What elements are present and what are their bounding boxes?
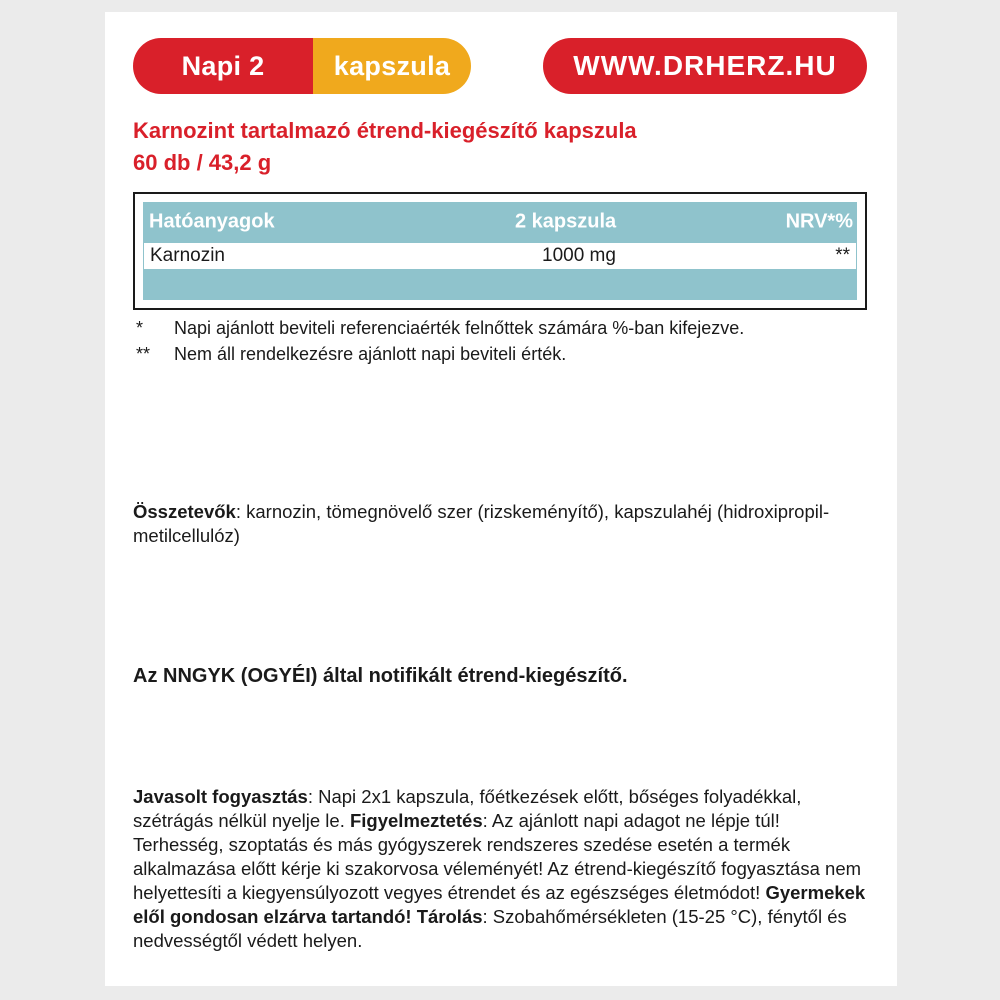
column-header-nrv: NRV*%	[785, 210, 853, 233]
product-quantity: 60 db / 43,2 g	[133, 150, 272, 175]
daily-dose-unit: kapszula	[313, 38, 471, 94]
column-header-amount: 2 kapszula	[515, 210, 617, 233]
ingredient-nrv: **	[835, 245, 850, 266]
table-header	[143, 202, 857, 242]
table-row	[143, 242, 857, 270]
footnote-text: Nem áll rendelkezésre ajánlott napi beviteli érték.	[174, 344, 567, 364]
product-title: Karnozint tartalmazó étrend-kiegészítő kapszula	[133, 118, 637, 143]
notification-notice: Az NNGYK (OGYÉI) által notifikált étrend-kiegészítő.	[133, 665, 628, 687]
storage-text: : Szobahőmérsékleten (15-25 °C), fénytől és nedvességtől védett helyen.	[133, 906, 847, 951]
ingredient-amount: 1000 mg	[542, 245, 616, 266]
ingredients-paragraph	[133, 500, 873, 548]
footnote-text: Napi ajánlott beviteli referenciaérték felnőttek számára %-ban kifejezve.	[174, 318, 745, 338]
footnote-mark: **	[136, 344, 151, 364]
usage-text: : Napi 2x1 kapszula, főétkezések előtt, bőséges folyadékkal, szétrágás nélkül nyelje le.	[133, 786, 802, 831]
website-badge[interactable]: WWW.DRHERZ.HU	[543, 38, 867, 94]
nutrition-table	[133, 192, 867, 310]
ingredients-text: : karnozin, tömegnövelő szer (rizskeményítő), kapszulahéj (hidroxipropil-metilcellulóz)	[133, 501, 830, 546]
column-header-active-ingredients: Hatóanyagok	[149, 210, 275, 233]
usage-paragraph	[133, 785, 873, 953]
daily-dose-badge	[133, 38, 471, 94]
warning-text: : Az ajánlott napi adagot ne lépje túl! Terhesség, szoptatás és más gyógyszerek rendszeres szedése esetén a termék alkalmazása előtt kérje ki szakorvosa véleményét! Az étrend-kiegészítő fogyasztása nem helyettesíti a kiegyensúlyozott vegyes étrendet és az egészséges életmódot!	[133, 810, 862, 903]
storage-label: Tárolás	[416, 906, 483, 927]
children-warning: Gyermekek elől gondosan elzárva tartandó!	[133, 882, 866, 927]
table-footer-band	[143, 270, 857, 300]
ingredients-label: Összetevők	[133, 501, 236, 522]
warning-label: Figyelmeztetés	[349, 810, 483, 831]
daily-dose-count: Napi 2	[133, 38, 313, 94]
footnote-mark: *	[136, 318, 144, 338]
usage-label: Javasolt fogyasztás	[133, 786, 308, 807]
ingredient-name: Karnozin	[150, 245, 225, 266]
